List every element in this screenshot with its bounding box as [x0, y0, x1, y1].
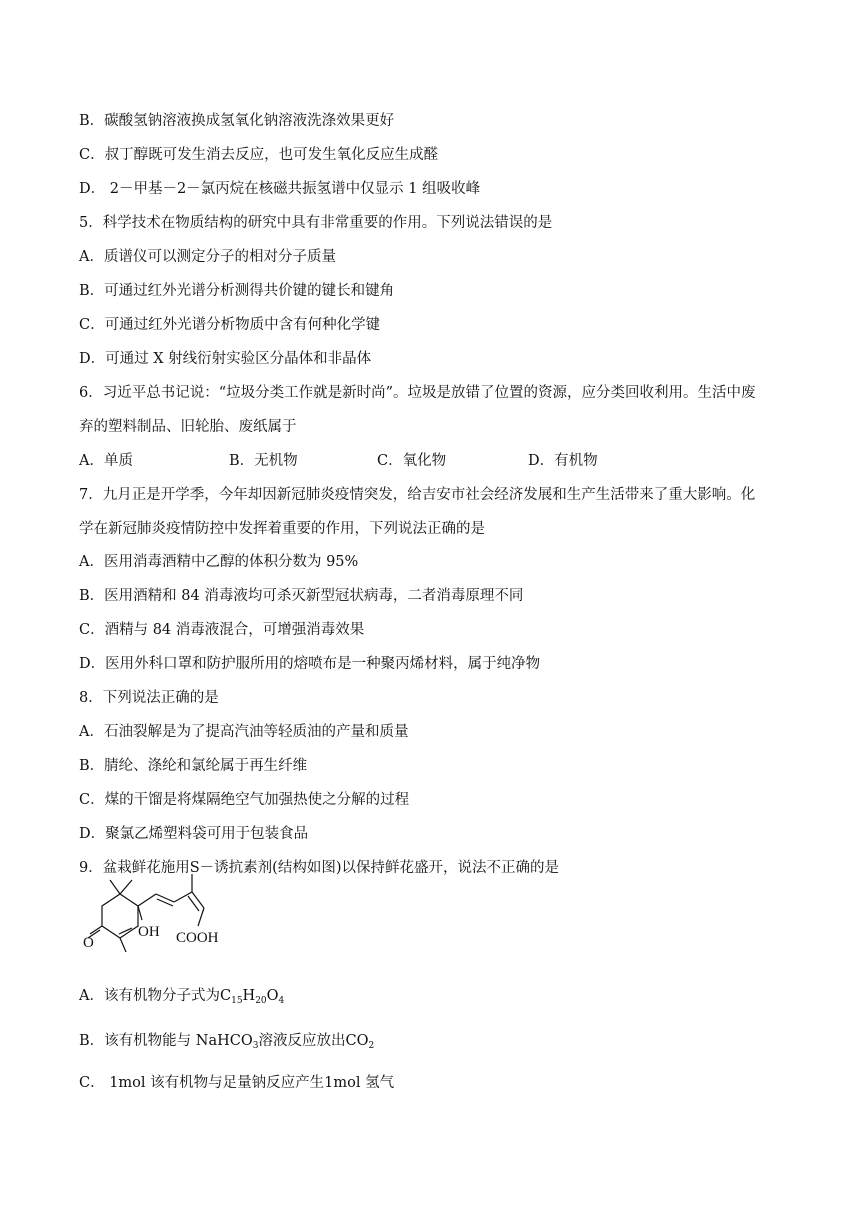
- q5-option-a: A．质谱仪可以测定分子的相对分子质量: [79, 249, 336, 265]
- q4-option-c: C．叔丁醇既可发生消去反应，也可发生氧化反应生成醛: [79, 147, 439, 163]
- q6-option-a: A．单质: [79, 453, 133, 469]
- q9b-nahco: NaHCO: [195, 1033, 253, 1049]
- question-6-stem-line-2: 弃的塑料制品、旧轮胎、废纸属于: [79, 419, 297, 435]
- question-5-stem: 5．科学技术在物质结构的研究中具有非常重要的作用。下列说法错误的是: [79, 215, 553, 231]
- ring-methyl: [120, 938, 126, 952]
- chain-1: [138, 894, 156, 906]
- methyl-2: [120, 880, 132, 894]
- q7-option-d: D．医用外科口罩和防护服所用的熔喷布是一种聚丙烯材料，属于纯净物: [79, 656, 541, 672]
- question-8-stem: 8．下列说法正确的是: [79, 690, 219, 706]
- q7-option-b: B．医用酒精和 84 消毒液均可杀灭新型冠状病毒，二者消毒原理不同: [79, 588, 524, 604]
- q9b-prefix: B．该有机物能与: [79, 1033, 196, 1049]
- q8-option-c: C．煤的干馏是将煤隔绝空气加强热使之分解的过程: [79, 792, 410, 808]
- question-6-stem-line-1: 6．习近平总书记说：“垃圾分类工作就是新时尚”。垃圾是放错了位置的资源，应分类回收利用。生活中废: [79, 385, 756, 401]
- abscisic-acid-structure: [80, 868, 250, 968]
- q6-option-d: D．有机物: [528, 453, 598, 469]
- q9b-mid: 溶液反应放出: [258, 1033, 346, 1049]
- q8-option-d: D．聚氯乙烯塑料袋可用于包装食品: [79, 826, 309, 842]
- q6-option-b: B．无机物: [229, 453, 298, 469]
- ketone-o-label: O: [83, 935, 94, 951]
- q4-option-b: B．碳酸氢钠溶液换成氢氧化钠溶液洗涤效果更好: [79, 113, 395, 129]
- q9a-h-count: 20: [255, 996, 267, 1006]
- chain-4: [192, 892, 204, 908]
- carboxyl-label: COOH: [176, 930, 219, 946]
- q9b-nahco-count: 3: [252, 1041, 259, 1051]
- q7-option-c: C．酒精与 84 消毒液混合，可增强消毒效果: [79, 622, 365, 638]
- hydroxyl-label: OH: [138, 924, 160, 940]
- chain-2: [156, 894, 174, 902]
- ring-bonds: [102, 894, 138, 938]
- question-7-stem-line-2: 学在新冠肺炎疫情防控中发挥着重要的作用，下列说法正确的是: [79, 521, 485, 537]
- q9a-o: O: [266, 988, 279, 1004]
- q9a-c-count: 15: [231, 996, 243, 1006]
- q7-option-a: A．医用消毒酒精中乙醇的体积分数为 95%: [79, 554, 359, 570]
- q9a-o-count: 4: [278, 996, 285, 1006]
- q9a-c: C: [219, 988, 232, 1004]
- q5-option-c: C．可通过红外光谱分析物质中含有何种化学键: [79, 317, 381, 333]
- q8-option-a: A．石油裂解是为了提高汽油等轻质油的产量和质量: [79, 724, 409, 740]
- q9a-h: H: [242, 988, 256, 1004]
- question-7-stem-line-1: 7．九月正是开学季，今年却因新冠肺炎疫情突发，给吉安市社会经济发展和生产生活带来了重大影响。化: [79, 487, 756, 503]
- q4-option-d: D． 2－甲基－2－氯丙烷在核磁共振氢谱中仅显示 1 组吸收峰: [79, 181, 481, 197]
- q9b-co: CO: [345, 1033, 369, 1049]
- question-9-stem: 9．盆栽鲜花施用S－诱抗素剂(结构如图)以保持鲜花盛开，说法不正确的是: [79, 860, 559, 876]
- q9a-prefix: A．该有机物分子式为: [79, 988, 220, 1004]
- q5-option-b: B．可通过红外光谱分析测得共价键的键长和键角: [79, 283, 395, 299]
- q5-option-d: D．可通过 X 射线衍射实验区分晶体和非晶体: [79, 351, 372, 367]
- q9-option-b: [79, 1031, 799, 1051]
- oh-bond: [138, 906, 142, 920]
- q9-option-a: [79, 986, 799, 1006]
- q9-option-c: C． 1mol 该有机物与足量钠反应产生1mol 氢气: [79, 1075, 395, 1091]
- methyl-1: [110, 880, 120, 894]
- q8-option-b: B．腈纶、涤纶和氯纶属于再生纤维: [79, 758, 308, 774]
- q6-option-c: C．氧化物: [377, 453, 447, 469]
- q9b-co-count: 2: [368, 1041, 375, 1051]
